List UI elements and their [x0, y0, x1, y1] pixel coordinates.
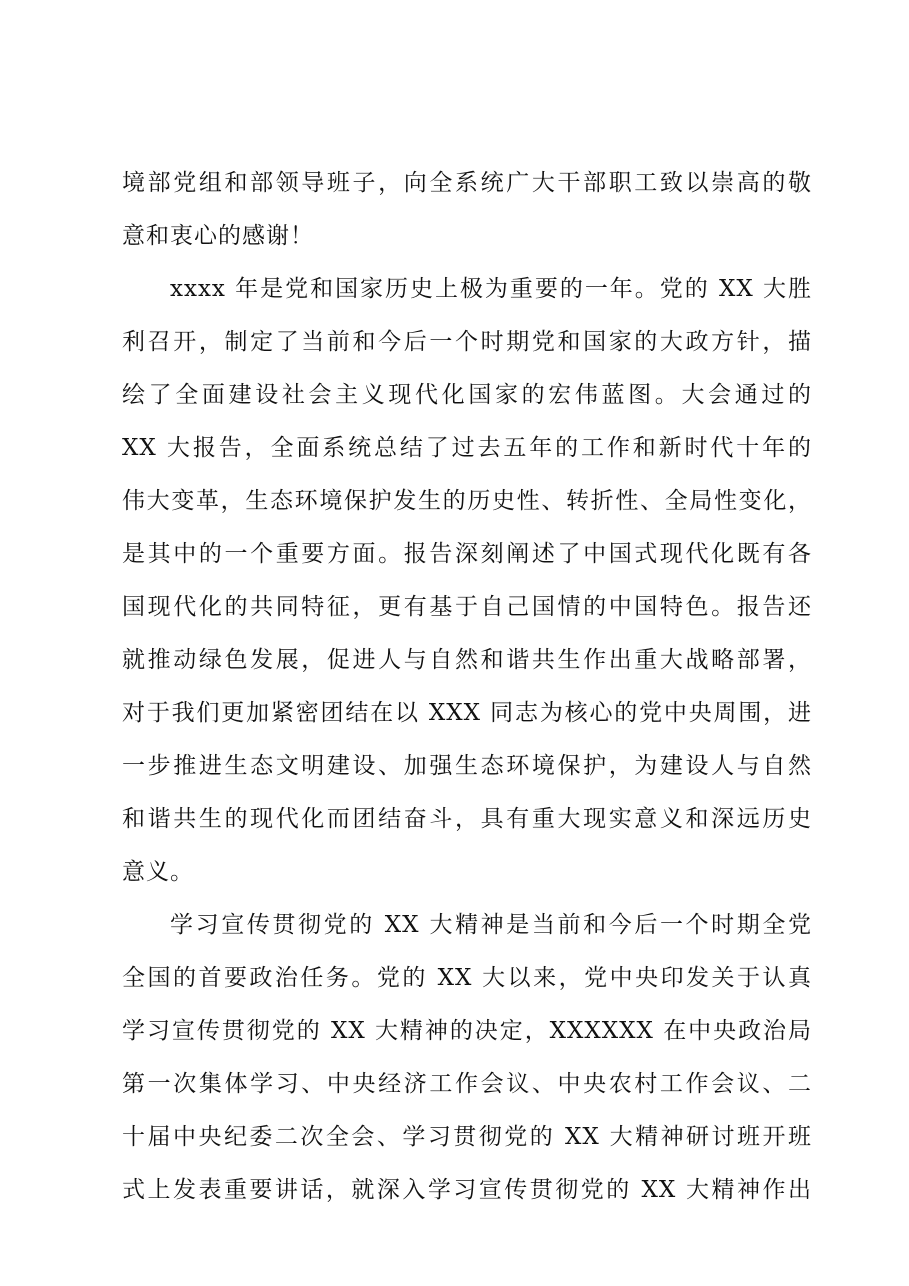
paragraph-line: 式上发表重要讲话，就深入学习宣传贯彻党的 XX 大精神作出 — [122, 1177, 812, 1203]
paragraph-line: 国现代化的共同特征，更有基于自己国情的中国特色。报告还 — [122, 594, 812, 620]
paragraph-line: 意义。 — [122, 859, 194, 885]
paragraph-line: 对于我们更加紧密团结在以 XXX 同志为核心的党中央周围，进 — [122, 700, 812, 726]
paragraph-line: 伟大变革，生态环境保护发生的历史性、转折性、全局性变化， — [122, 488, 812, 514]
paragraph-line: 境部党组和部领导班子，向全系统广大干部职工致以崇高的敬 — [122, 170, 812, 196]
paragraph-line: xxxx 年是党和国家历史上极为重要的一年。党的 XX 大胜 — [170, 276, 812, 302]
paragraph-line: 十届中央纪委二次全会、学习贯彻党的 XX 大精神研讨班开班 — [122, 1124, 812, 1150]
paragraph-line: 利召开，制定了当前和今后一个时期党和国家的大政方针，描 — [122, 329, 812, 355]
paragraph-line: 学习宣传贯彻党的 XX 大精神的决定，XXXXXX 在中央政治局 — [122, 1018, 812, 1044]
paragraph-line: 第一次集体学习、中央经济工作会议、中央农村工作会议、二 — [122, 1071, 812, 1097]
paragraph-line: 和谐共生的现代化而团结奋斗，具有重大现实意义和深远历史 — [122, 806, 812, 832]
paragraph-line: 绘了全面建设社会主义现代化国家的宏伟蓝图。大会通过的 — [122, 382, 812, 408]
paragraph-line: 意和衷心的感谢！ — [122, 223, 314, 249]
paragraph-line: 全国的首要政治任务。党的 XX 大以来，党中央印发关于认真 — [122, 965, 812, 991]
paragraph-line: 一步推进生态文明建设、加强生态环境保护，为建设人与自然 — [122, 753, 812, 779]
paragraph-line: 是其中的一个重要方面。报告深刻阐述了中国式现代化既有各 — [122, 541, 812, 567]
paragraph-line: 学习宣传贯彻党的 XX 大精神是当前和今后一个时期全党 — [170, 912, 812, 938]
paragraph-line: XX 大报告，全面系统总结了过去五年的工作和新时代十年的 — [122, 435, 812, 461]
paragraph-line: 就推动绿色发展，促进人与自然和谐共生作出重大战略部署， — [122, 647, 812, 673]
